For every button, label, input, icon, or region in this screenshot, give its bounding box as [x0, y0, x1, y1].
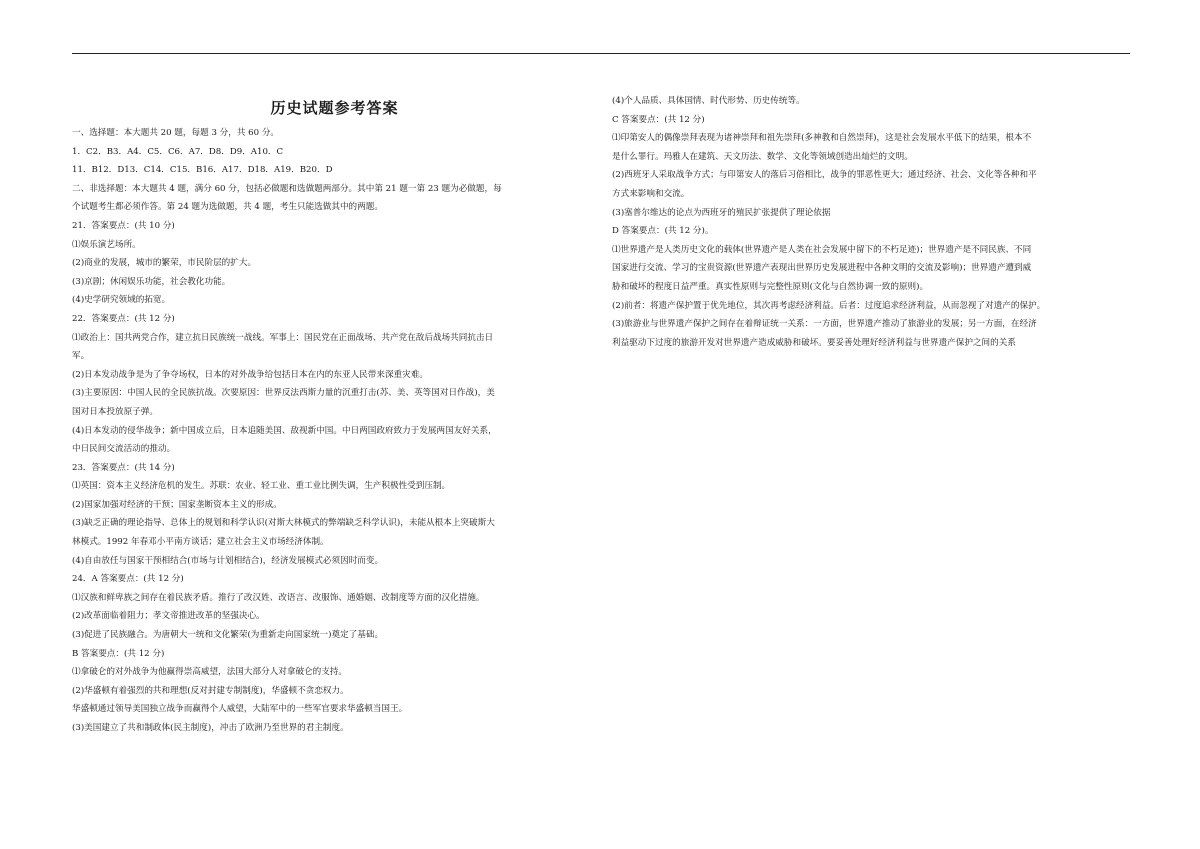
text-line: (3)京剧；休闲娱乐功能，社会教化功能。	[72, 276, 231, 287]
text-line: (4)自由放任与国家干预相结合(市场与计划相结合)，经济发展模式必须因时而变。	[72, 555, 384, 566]
text-line: (2)改革面临着阻力；孝文帝推进改革的坚强决心。	[72, 611, 265, 622]
text-line: (2)西班牙人采取战争方式；与印第安人的落后习俗相比，战争的罪恶性更大；通过经济、社会、文化等各种和平	[612, 170, 1037, 181]
text-line: ⑴政治上：国共两党合作，建立抗日民族统一战线。军事上：国民党在正面战场、共产党在敌后战场共同抗击日	[72, 332, 494, 343]
text-line: ⑴世界遗产是人类历史文化的载体(世界遗产是人类在社会发展中留下的不朽足迹)；世界遗产是不同民族、不同	[612, 244, 1032, 255]
text-line: (3)缺乏正确的理论指导、总体上的规划和科学认识(对斯大林模式的弊端缺乏科学认识)，未能从根本上突破斯大	[72, 518, 495, 529]
text-line: 22．答案要点：(共 12 分)	[72, 313, 175, 324]
text-line: (2)国家加强对经济的干预；国家垄断资本主义的形成。	[72, 499, 282, 510]
right-column	[612, 92, 1132, 352]
text-line: 中日民间交流活动的推动。	[72, 444, 176, 455]
text-line: C 答案要点：(共 12 分)	[612, 114, 705, 125]
left-column	[72, 92, 597, 738]
page-title: 历史试题参考答案	[270, 99, 399, 117]
text-line: 23．答案要点：(共 14 分)	[72, 462, 175, 473]
text-line: ⑴拿破仑的对外战争为他赢得崇高威望，法国大部分人对拿破仑的支持。	[72, 667, 348, 678]
header-rule	[72, 53, 1130, 54]
text-line: ⑴印第安人的偶像崇拜表现为诸神崇拜和祖先崇拜(多神教和自然崇拜)，这是社会发展水平低下的结果，根本不	[612, 133, 1032, 144]
text-line: (3)塞普尔维达的论点为西班牙的殖民扩张提供了理论依据	[612, 207, 831, 218]
text-line: 利益驱动下过度的旅游开发对世界遗产造成威胁和破坏。要妥善处理好经济利益与世界遗产保护之间的关系	[612, 337, 1016, 348]
text-line: 国家进行交流、学习的宝贵资源(世界遗产表现出世界历史发展进程中各种文明的交流及影响)；世界遗产遭到威	[612, 263, 1032, 274]
text-line: (2)商业的发展，城市的繁荣，市民阶层的扩大。	[72, 258, 257, 269]
right-column-text	[612, 92, 1132, 352]
text-line: (2)华盛顿有着强烈的共和理想(反对封建专制制度)，华盛顿不贪恋权力。	[72, 685, 349, 696]
text-line: (4)日本发动的侵华战争；新中国成立后，日本追随美国、敌视新中国。中日两国政府致力于发展两国友好关系，	[72, 425, 497, 436]
text-line: 11．B12．D13．C14．C15．B16．A17．D18．A19．B20．D	[72, 165, 333, 176]
text-line: 21．答案要点：(共 10 分)	[72, 220, 175, 231]
text-line: 1．C2．B3．A4．C5．C6．A7．D8．D9．A10．C	[72, 146, 284, 157]
text-line: (2)前者：将遗产保护置于优先地位，其次再考虑经济利益。后者：过度追求经济利益，从而忽视了对遗产的保护。	[612, 300, 1046, 311]
text-line: 一、选择题：本大题共 20 题，每题 3 分，共 60 分。	[72, 128, 280, 138]
text-line: B 答案要点：(共 12 分)	[72, 648, 165, 659]
text-line: 华盛顿通过领导美国独立战争而赢得个人威望，大陆军中的一些军官要求华盛顿当国王。	[72, 704, 408, 715]
text-line: 胁和破坏的程度日益严重。真实性原则与完整性原则(文化与自然协调一致的原则)。	[612, 281, 929, 292]
text-line: (3)美国建立了共和制政体(民主制度)，冲击了欧洲乃至世界的君主制度。	[72, 723, 349, 733]
text-line: (4)史学研究领域的拓宽。	[72, 295, 171, 306]
text-line: 军。	[72, 351, 90, 362]
text-line: (3)旅游业与世界遗产保护之间存在着辩证统一关系：一方面，世界遗产推动了旅游业的发展；另一方面，在经济	[612, 319, 1037, 330]
text-line: ⑴汉族和鲜卑族之间存在着民族矛盾。推行了改汉姓、改语言、改服饰、通婚姻、改制度等方面的汉化措施。	[72, 592, 485, 603]
text-line: ⑴英国：资本主义经济危机的发生。苏联：农业、轻工业、重工业比例失调，生产积极性受到压制。	[72, 481, 451, 492]
text-line: 是什么罪行。玛雅人在建筑、天文历法、数学、文化等领域创造出灿烂的文明。	[612, 151, 913, 162]
text-line: 方式来影响和交流。	[612, 188, 690, 199]
text-line: (3)主要原因：中国人民的全民族抗战。次要原因：世界反法西斯力量的沉重打击(苏、美、英等国对日作战)，美	[72, 388, 495, 399]
text-line: 个试题考生都必须作答。第 24 题为选做题，共 4 题，考生只能选做其中的两题。	[72, 202, 383, 213]
text-line: ⑴娱乐演艺场所。	[72, 239, 141, 250]
text-line: 国对日本投放原子弹。	[72, 406, 158, 417]
text-line: 24．A 答案要点：(共 12 分)	[72, 574, 184, 585]
left-column-text	[72, 124, 597, 738]
text-line: 二、非选择题：本大题共 4 题，满分 60 分，包括必做题和选做题两部分。其中第 21 题一第 23 题为必做题，每	[72, 183, 502, 194]
text-line: (3)促进了民族融合。为唐朝大一统和文化繁荣(为重新走向国家统一)奠定了基础。	[72, 630, 384, 641]
text-line: (4)个人品质、具体国情、时代形势、历史传统等。	[612, 96, 805, 106]
text-line: 林模式。1992 年春邓小平南方谈话；建立社会主义市场经济体制。	[72, 537, 329, 548]
text-line: (2)日本发动战争是为了争夺场权，日本的对外战争给包括日本在内的东亚人民带来深重灾难。	[72, 369, 428, 380]
text-line: D 答案要点：(共 12 分)。	[612, 226, 714, 237]
